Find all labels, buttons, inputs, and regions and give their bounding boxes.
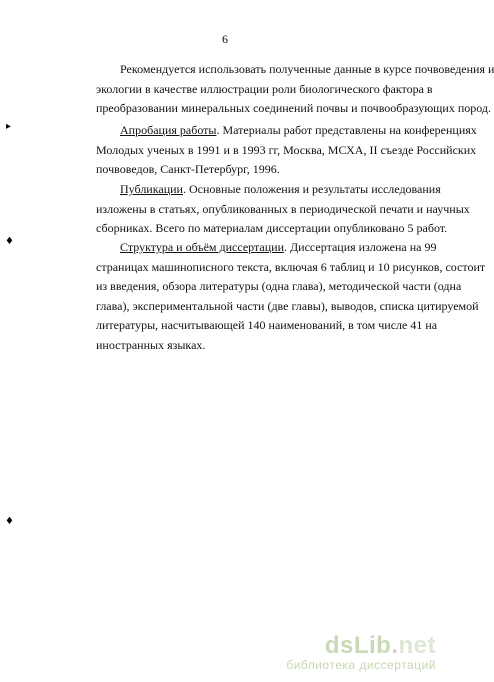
text-line — [96, 180, 441, 200]
text-line: из введения, обзора литературы (одна глава), методической части (одна — [96, 279, 462, 293]
text-line — [96, 121, 477, 141]
watermark-logo-main: dsLib — [324, 632, 392, 659]
watermark-subtitle: библиотека диссертаций — [286, 658, 436, 672]
section-heading-publications: Публикации — [120, 182, 183, 196]
text-line: почвоведов, Санкт-Петербург, 1996. — [96, 162, 280, 176]
watermark-logo — [286, 634, 436, 658]
margin-mark-top: ▸ — [6, 121, 12, 132]
page-number: 6 — [222, 32, 228, 46]
watermark-logo-tld: net — [398, 632, 436, 659]
text-line: Рекомендуется использовать полученные данные в курсе почвоведения и — [120, 62, 494, 76]
text-line: иностранных языках. — [96, 337, 206, 352]
text-fragment: . Диссертация изложена на 99 — [284, 240, 437, 254]
section-heading-approbation: Апробация работы — [120, 123, 217, 137]
text-fragment: . Основные положения и результаты исследования — [182, 182, 441, 196]
text-line: литературы, насчитывающей 140 наименований, в том числе 41 на — [96, 318, 438, 332]
text-line: глава), экспериментальной части (две главы), выводов, списка цитируемой — [96, 298, 479, 313]
text-line: преобразовании минеральных соединений почвы и почвообразующих пород. — [96, 101, 492, 115]
text-line: экологии в качестве иллюстрации роли биологического фактора в — [96, 81, 433, 96]
paragraph-recommendation — [96, 60, 494, 119]
text-line: сборниках. Всего по материалам диссертации опубликовано 5 работ. — [96, 221, 448, 235]
paragraph-publications — [96, 180, 470, 239]
watermark-logo-dot: . — [391, 632, 399, 659]
margin-mark-middle: ♦ — [5, 236, 14, 247]
paragraph-approbation — [96, 121, 477, 180]
paragraph-structure — [96, 238, 486, 355]
text-fragment: . Материалы работ представлены на конференциях — [216, 123, 477, 137]
section-heading-structure: Структура и объём диссертации — [120, 240, 284, 254]
text-line: Молодых ученых в 1991 и в 1993 гг, Москва, МСХА, II съезде Российских — [96, 142, 477, 157]
margin-mark-bottom: ♦ — [5, 516, 14, 527]
text-line: изложены в статьях, опубликованных в периодической печати и научных — [96, 201, 470, 216]
text-line: страницах машинописного текста, включая 6 таблиц и 10 рисунков, состоит — [96, 259, 486, 274]
watermark-dslib — [286, 634, 436, 672]
text-line — [96, 238, 437, 258]
